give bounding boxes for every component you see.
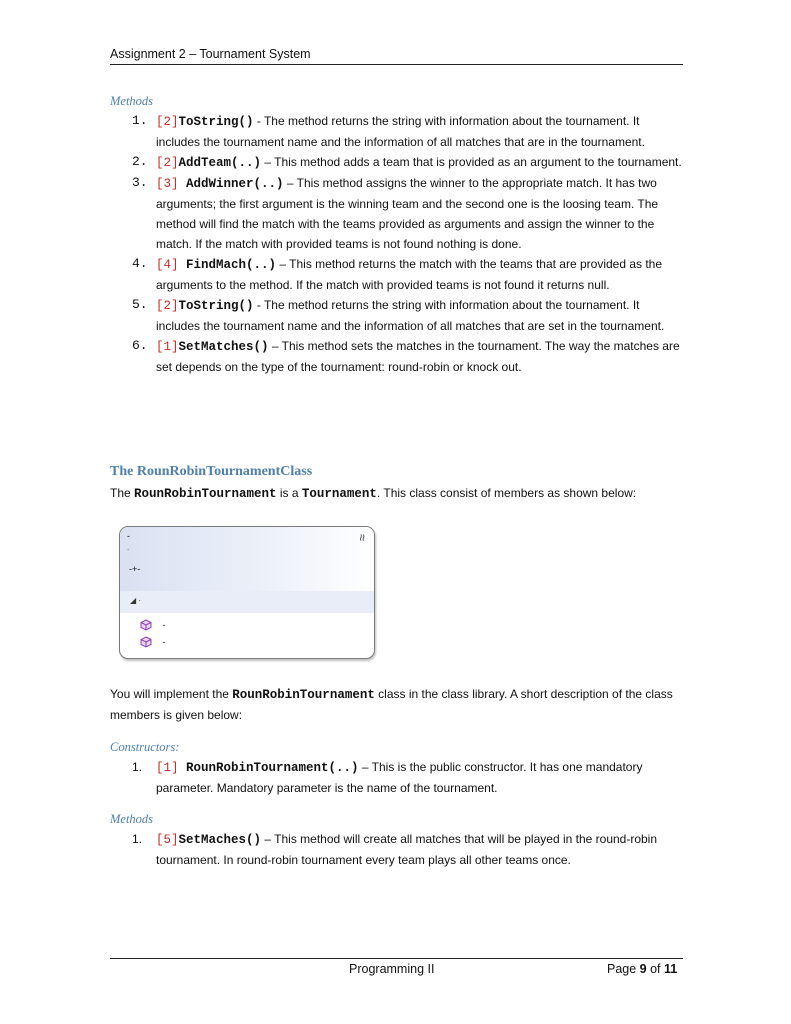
page-total: 11 [664, 962, 678, 976]
item-number: 6. [132, 338, 148, 353]
method-cube-icon [140, 619, 152, 631]
page-of: of [646, 962, 664, 976]
item-description: – This method will create all matches that will be played in the round-robin tournament. In round-robin tournament every team plays all other teams once. [156, 832, 658, 867]
method-cube-icon [140, 636, 152, 648]
item-description: – This method adds a team that is provided as an argument to the tournament. [261, 155, 682, 169]
class-diagram-header [120, 527, 374, 591]
item-description: – This method sets the matches in the tournament. The way the matches are set depends on the type of the tournament: round-robin or knock out. [156, 339, 680, 374]
item-method-name: AddTeam(..) [178, 156, 262, 170]
item-points: [2] [156, 156, 179, 170]
list-item [110, 295, 683, 336]
collapse-icon[interactable]: ≈ [354, 533, 370, 542]
footer-page-number [607, 962, 677, 976]
list-item [110, 173, 683, 254]
item-description: - The method returns the string with information about the tournament. It includes the tournament name and the information of all matches that are set in the tournament. [156, 298, 665, 333]
item-points: [5] [156, 833, 179, 847]
item-number: 2. [132, 154, 148, 169]
item-points: [3] [156, 177, 179, 191]
item-method-name: SetMaches() [178, 833, 262, 847]
item-method-name: ToString() [178, 115, 254, 129]
list-item [110, 757, 683, 798]
list-item [110, 152, 683, 173]
list-item [110, 254, 683, 295]
class-stereotype: - [127, 547, 130, 554]
item-description: – This is the public constructor. It has one mandatory parameter. Mandatory parameter is the name of the tournament. [156, 760, 643, 795]
item-method-name: RounRobinTournament(..) [178, 761, 359, 775]
list-item [110, 336, 683, 377]
footer-rule [110, 958, 683, 959]
inheritance-icon: -+- [129, 564, 141, 574]
item-description: – This method assigns the winner to the appropriate match. It has two arguments; the first argument is the winning team and the second one is the loosing team. The method will find the match with the teams provided as arguments and assign the winner to the match. If the match with provided teams is not found nothing is done. [156, 176, 659, 251]
item-method-name: SetMatches() [178, 340, 269, 354]
implement-text: class in the class library. A short description of the class members is given below: [110, 687, 673, 722]
methods-list [110, 829, 683, 870]
intro-text: is a [276, 486, 302, 500]
methods-list [110, 111, 683, 377]
footer-course: Programming II [349, 962, 435, 976]
item-description: - The method returns the string with information about the tournament. It includes the tournament name and the information of all matches that are in the tournament. [156, 114, 645, 149]
item-points: [2] [156, 299, 179, 313]
item-number: 1. [132, 113, 148, 128]
item-number: 4. [132, 256, 148, 271]
item-number: 3. [132, 175, 148, 190]
member-name: - [162, 637, 166, 647]
item-points: [4] [156, 258, 179, 272]
list-item [110, 111, 683, 152]
item-number: 1. [132, 832, 143, 846]
intro-text: The [110, 486, 135, 500]
methods-heading: Methods [110, 812, 154, 826]
item-method-name: AddWinner(..) [178, 177, 284, 191]
item-number: 1. [132, 760, 143, 774]
member-name: - [162, 620, 166, 630]
list-item [110, 829, 683, 870]
page-label: Page [607, 962, 640, 976]
item-points: [1] [156, 761, 179, 775]
implement-class-name: RounRobinTournament [232, 688, 375, 702]
item-method-name: ToString() [178, 299, 254, 313]
member-row[interactable] [140, 617, 165, 631]
section-intro [110, 483, 683, 504]
item-method-name: FindMach(..) [178, 258, 277, 272]
item-description: – This method returns the match with the teams that are provided as the arguments to the method. If the match with provided teams is not found it returns null. [156, 257, 663, 292]
item-number: 5. [132, 297, 148, 312]
methods-heading: Methods [110, 94, 154, 108]
item-points: [2] [156, 115, 179, 129]
header-rule [110, 64, 683, 65]
constructors-heading: Constructors: [110, 740, 180, 754]
item-points: [1] [156, 340, 179, 354]
class-name: - [127, 531, 130, 541]
implement-paragraph [110, 684, 683, 725]
constructors-list [110, 757, 683, 798]
class-diagram [119, 526, 375, 659]
page-current: 9 [639, 962, 647, 976]
header-title: Assignment 2 – Tournament System [110, 47, 311, 61]
section-heading: The RounRobinTournamentClass [110, 464, 313, 479]
members-section-bar[interactable] [120, 591, 374, 613]
intro-base-class: Tournament [301, 487, 377, 501]
intro-class-name: RounRobinTournament [134, 487, 277, 501]
expand-triangle-icon: ◢ · [130, 596, 142, 605]
intro-text: . This class consist of members as shown below: [376, 486, 637, 500]
implement-text: You will implement the [110, 687, 233, 701]
member-row[interactable] [140, 634, 165, 648]
